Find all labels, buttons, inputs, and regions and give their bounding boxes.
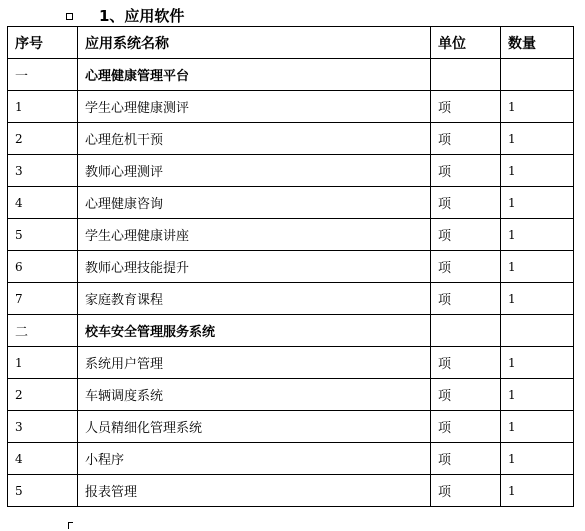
table-row <box>8 219 574 251</box>
row-unit: 项 <box>431 155 501 187</box>
row-name: 学生心理健康讲座 <box>78 219 431 251</box>
row-name: 系统用户管理 <box>78 347 431 379</box>
row-qty: 1 <box>501 411 574 443</box>
table-row <box>8 475 574 507</box>
row-unit: 项 <box>431 123 501 155</box>
row-qty: 1 <box>501 379 574 411</box>
row-unit: 项 <box>431 187 501 219</box>
row-unit: 项 <box>431 219 501 251</box>
group-name: 心理健康管理平台 <box>78 59 431 91</box>
section-title: 1、应用软件 <box>99 6 185 25</box>
row-qty: 1 <box>501 187 574 219</box>
row-index: 4 <box>8 443 78 475</box>
header-unit: 单位 <box>431 27 501 59</box>
row-name: 心理健康咨询 <box>78 187 431 219</box>
group-index: 一 <box>8 59 78 91</box>
group-row <box>8 59 574 91</box>
table-row <box>8 123 574 155</box>
group-index: 二 <box>8 315 78 347</box>
table-row <box>8 251 574 283</box>
group-row <box>8 315 574 347</box>
table-row <box>8 155 574 187</box>
group-qty-empty <box>501 315 574 347</box>
row-unit: 项 <box>431 251 501 283</box>
group-unit-empty <box>431 59 501 91</box>
group-qty-empty <box>501 59 574 91</box>
row-name: 报表管理 <box>78 475 431 507</box>
row-name: 家庭教育课程 <box>78 283 431 315</box>
group-unit-empty <box>431 315 501 347</box>
table-row <box>8 411 574 443</box>
row-qty: 1 <box>501 443 574 475</box>
row-index: 5 <box>8 475 78 507</box>
row-index: 5 <box>8 219 78 251</box>
row-name: 人员精细化管理系统 <box>78 411 431 443</box>
table-row <box>8 187 574 219</box>
table-row <box>8 347 574 379</box>
row-qty: 1 <box>501 475 574 507</box>
row-index: 3 <box>8 411 78 443</box>
section-heading <box>66 4 184 26</box>
row-name: 教师心理技能提升 <box>78 251 431 283</box>
row-qty: 1 <box>501 283 574 315</box>
row-index: 3 <box>8 155 78 187</box>
row-qty: 1 <box>501 123 574 155</box>
group-name: 校车安全管理服务系统 <box>78 315 431 347</box>
row-name: 车辆调度系统 <box>78 379 431 411</box>
row-name: 小程序 <box>78 443 431 475</box>
table-header-row <box>8 27 574 59</box>
row-qty: 1 <box>501 155 574 187</box>
row-index: 7 <box>8 283 78 315</box>
row-index: 6 <box>8 251 78 283</box>
row-name: 教师心理测评 <box>78 155 431 187</box>
row-unit: 项 <box>431 411 501 443</box>
row-index: 1 <box>8 347 78 379</box>
row-qty: 1 <box>501 219 574 251</box>
row-qty: 1 <box>501 347 574 379</box>
row-unit: 项 <box>431 443 501 475</box>
row-unit: 项 <box>431 347 501 379</box>
header-system-name: 应用系统名称 <box>78 27 431 59</box>
header-quantity: 数量 <box>501 27 574 59</box>
row-unit: 项 <box>431 475 501 507</box>
table-row <box>8 379 574 411</box>
paragraph-mark-icon <box>68 522 73 529</box>
table-row <box>8 443 574 475</box>
row-name: 心理危机干预 <box>78 123 431 155</box>
row-index: 2 <box>8 123 78 155</box>
table-row <box>8 283 574 315</box>
row-name: 学生心理健康测评 <box>78 91 431 123</box>
row-index: 4 <box>8 187 78 219</box>
row-qty: 1 <box>501 251 574 283</box>
row-unit: 项 <box>431 379 501 411</box>
table-row <box>8 91 574 123</box>
row-unit: 项 <box>431 91 501 123</box>
row-unit: 项 <box>431 283 501 315</box>
header-index: 序号 <box>8 27 78 59</box>
row-qty: 1 <box>501 91 574 123</box>
row-index: 2 <box>8 379 78 411</box>
software-table <box>7 26 574 507</box>
square-bullet-icon <box>66 13 73 20</box>
row-index: 1 <box>8 91 78 123</box>
